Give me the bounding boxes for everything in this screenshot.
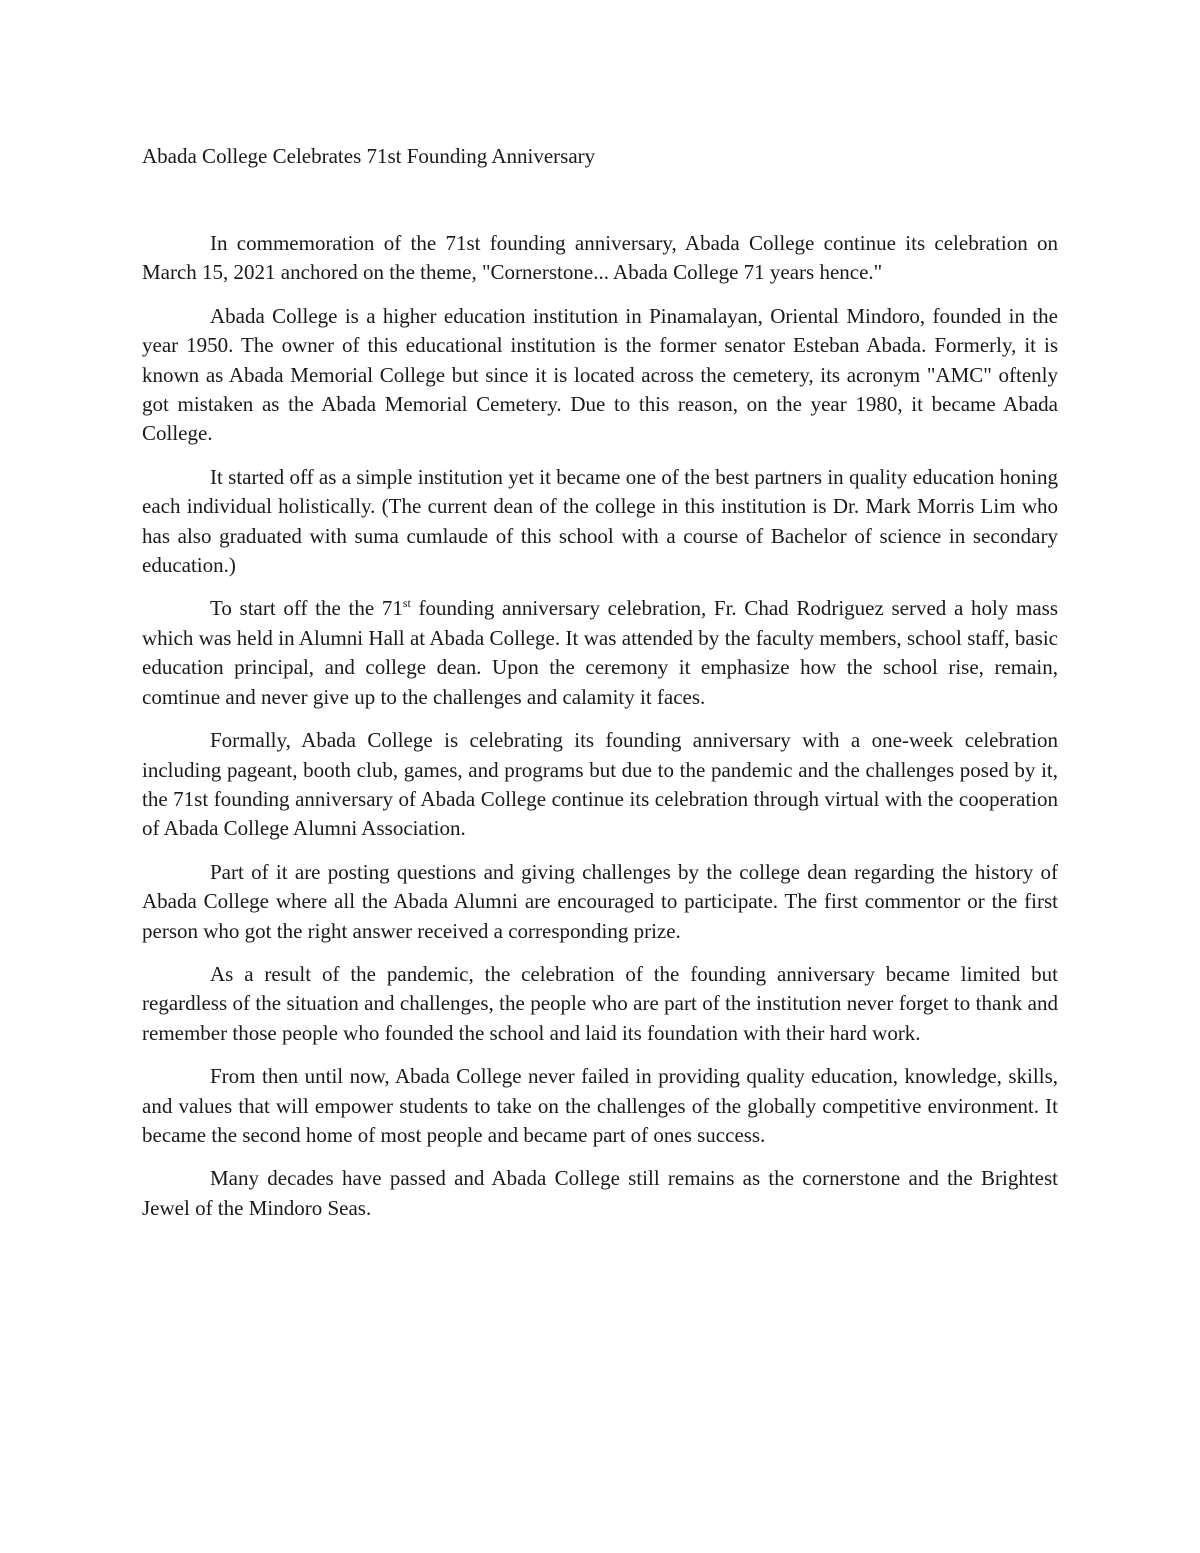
paragraph-3: It started off as a simple institution yet it became one of the best partners in quality education honing each individual holistically. (The current dean of the college in this institution is Dr. Mark Morris Lim who has also graduated with suma cumlaude of this school with a course of Bachelor of science in secondary education.) [142,464,1058,578]
paragraph-6: Part of it are posting questions and giving challenges by the college dean regarding the history of Abada College where all the Abada Alumni are encouraged to participate. The first commentor or the first person who got the right answer received a corresponding prize. [142,859,1058,943]
paragraph-4-rest: founding anniversary celebration, Fr. Chad Rodriguez served a holy mass which was held in Alumni Hall at Abada College. It was attended by the faculty members, school staff, basic education principal, and college dean. Upon the ceremony it emphasize how the school rise, remain, comtinue and never give up to the challenges and calamity it faces. [142,596,1059,709]
paragraph-4-start: To start off the the 71 [210,596,403,621]
document-body [142,229,1058,1237]
paragraph-1: In commemoration of the 71st founding anniversary, Abada College continue its celebration on March 15, 2021 anchored on the theme, "Cornerstone... Abada College 71 years hence." [142,231,1058,285]
paragraph-4 [142,594,1058,712]
document-title: Abada College Celebrates 71st Founding Anniversary [142,144,596,168]
paragraph-9: Many decades have passed and Abada College still remains as the cornerstone and the Brightest Jewel of the Mindoro Seas. [142,1166,1058,1220]
paragraph-8: From then until now, Abada College never failed in providing quality education, knowledge, skills, and values that will empower students to take on the challenges of the globally competitive environment. It became the second home of most people and became part of ones success. [142,1064,1058,1147]
paragraph-2: Abada College is a higher education institution in Pinamalayan, Oriental Mindoro, founded in the year 1950. The owner of this educational institution is the former senator Esteban Abada. Formerly, it is known as Abada Memorial College but since it is located across the cemetery, its acronym "AMC" oftenly got mistaken as the Abada Memorial Cemetery. Due to this reason, on the year 1980, it became Abada College. [142,303,1058,446]
ordinal-suffix: st [402,596,411,611]
paragraph-7: As a result of the pandemic, the celebration of the founding anniversary became limited but regardless of the situation and challenges, the people who are part of the institution never forget to thank and remember those people who founded the school and laid its foundation with their hard work. [142,961,1058,1045]
paragraph-5: Formally, Abada College is celebrating its founding anniversary with a one-week celebration including pageant, booth club, games, and programs but due to the pandemic and the challenges posed by it, the 71st founding anniversary of Abada College continue its celebration through virtual with the cooperation of Abada College Alumni Association. [142,728,1058,841]
